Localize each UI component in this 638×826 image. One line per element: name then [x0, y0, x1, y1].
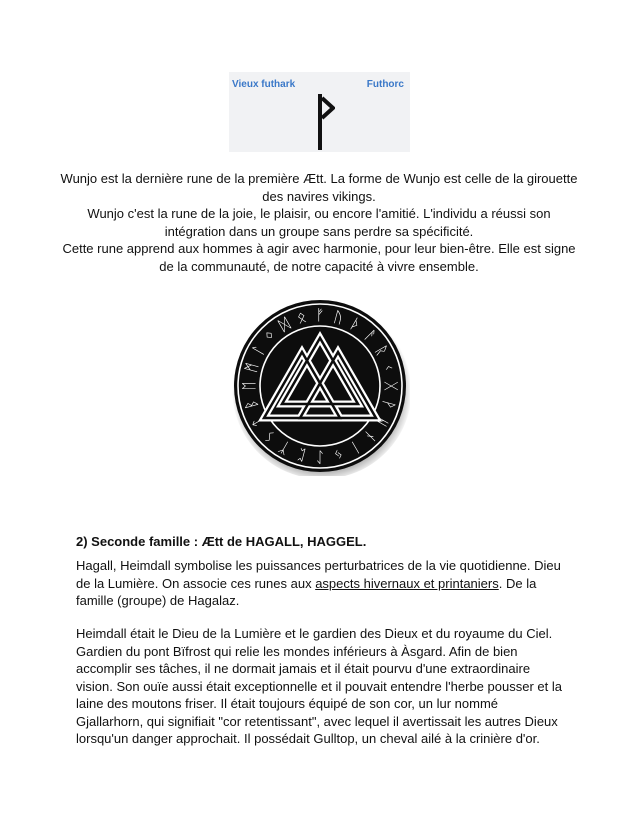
- rune-glyph: ᚾ: [360, 426, 380, 446]
- rune-glyph: ᚱ: [371, 342, 392, 359]
- rune-glyph: ᚠ: [315, 306, 325, 324]
- rune-glyph: ᛖ: [240, 381, 258, 391]
- section-heading: 2) Seconde famille : Ætt de HAGALL, HAGGEL.: [76, 534, 367, 549]
- rune-label-futhorc: Futhorc: [366, 79, 404, 90]
- rune-glyph: ᛏ: [248, 413, 269, 430]
- intro-line-2: Wunjo c'est la rune de la joie, le plaisir, ou encore l'amitié. L'individu a réussi son intégration dans un groupe sans perdre sa spécificité.: [87, 206, 551, 239]
- rune-glyph: ᛁ: [347, 437, 364, 458]
- rune-glyph: ᛞ: [276, 314, 293, 335]
- heimdall-description: Heimdall était le Dieu de la Lumière et le gardien des Dieux et du royaume du Ciel. Gardien du pont Bïfrost qui relie les mondes inférieurs à Àsgard. Afin de bien accomplir ses tâches, il ne dormait jamais et il était pourvu d'une extraordinaire vision. Son ouïe aussi était exceptionnelle et il pouvait entendre l'herbe pousser et la laine des moutons friser. Il était toujours équipé de son cor, un lur nommé Gjallarhorn, qui signifiait "cor retentissant", avec lequel il avertissait les autres Dieux lorsqu'un danger approchait. Il possédait Gulltop, un cheval ailé à la crinière d'or.: [76, 626, 562, 746]
- rune-glyph: ᛇ: [315, 448, 325, 466]
- rune-label-elder-futhark: Vieux futhark: [232, 79, 296, 90]
- rune-glyph: ᚦ: [347, 314, 364, 335]
- rune-glyph: ᛗ: [241, 360, 262, 375]
- rune-glyph: ᚢ: [331, 307, 346, 328]
- rune-glyph: ᚨ: [360, 326, 380, 346]
- rune-glyph: ᛃ: [331, 444, 346, 465]
- intro-paragraph: [60, 170, 578, 275]
- section-paragraph-1: [76, 557, 566, 610]
- paragraph-1-text-start: Hagall, Heimdall symbolise les puissances perturbatrices de la vie quotidienne. Dieu de la Lumière. On associe ces runes aux: [76, 558, 561, 591]
- wunjo-rune-figure: [229, 72, 410, 152]
- rune-glyph: ᛚ: [248, 342, 269, 359]
- valknut-rune-circle-icon: [230, 296, 410, 476]
- rune-glyph: ᛒ: [241, 397, 262, 412]
- wunjo-rune-icon: [315, 94, 335, 150]
- rune-glyph: ᛜ: [260, 326, 280, 346]
- rune-glyph: ᚷ: [382, 381, 400, 391]
- rune-glyph: ᚺ: [371, 413, 392, 430]
- rune-glyph: ᛉ: [276, 437, 293, 458]
- rune-glyph: ᛟ: [294, 307, 309, 328]
- paragraph-1-text-end: . De la famille (groupe) de Hagalaz.: [76, 575, 537, 608]
- intro-line-3: Cette rune apprend aux hommes à agir avec harmonie, pour leur bien-être. Elle est signe de la communauté, de notre capacité à vivre ensemble.: [62, 241, 576, 274]
- intro-line-1: Wunjo est la dernière rune de la première Ætt. La forme de Wunjo est celle de la girouette des navires vikings.: [60, 171, 578, 204]
- rune-glyph: ᛈ: [294, 444, 309, 465]
- rune-glyph: ᛊ: [260, 426, 280, 446]
- seasonal-aspects-link[interactable]: aspects hivernaux et printaniers: [315, 575, 499, 591]
- section-paragraph-2: [76, 625, 566, 748]
- rune-glyph: ᚹ: [378, 397, 399, 412]
- rune-glyph: ᚲ: [378, 360, 399, 375]
